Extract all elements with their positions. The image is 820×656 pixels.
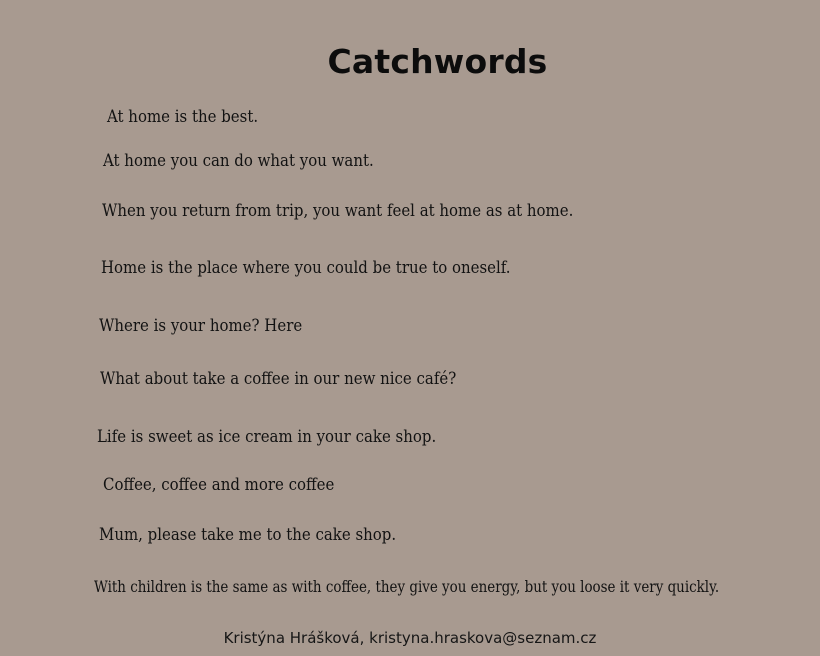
phrase-9: Mum, please take me to the cake shop. (99, 525, 397, 545)
phrase-1: At home is the best. (107, 107, 259, 127)
author-contact: Kristýna Hrášková, kristyna.hraskova@seznam.cz (223, 629, 597, 647)
phrase-7: Life is sweet as ice cream in your cake shop. (97, 427, 437, 447)
phrase-2: At home you can do what you want. (103, 151, 374, 171)
phrase-8: Coffee, coffee and more coffee (103, 475, 335, 495)
phrase-10: With children is the same as with coffee, they give you energy, but you loose it very quickly. (94, 577, 720, 596)
phrase-4: Home is the place where you could be true to oneself. (101, 258, 511, 278)
page-title: Catchwords (327, 42, 548, 81)
phrase-3: When you return from trip, you want feel at home as at home. (102, 201, 574, 221)
phrase-6: What about take a coffee in our new nice café? (100, 369, 457, 389)
phrase-5: Where is your home? Here (99, 316, 303, 336)
author-footer (0, 629, 820, 647)
